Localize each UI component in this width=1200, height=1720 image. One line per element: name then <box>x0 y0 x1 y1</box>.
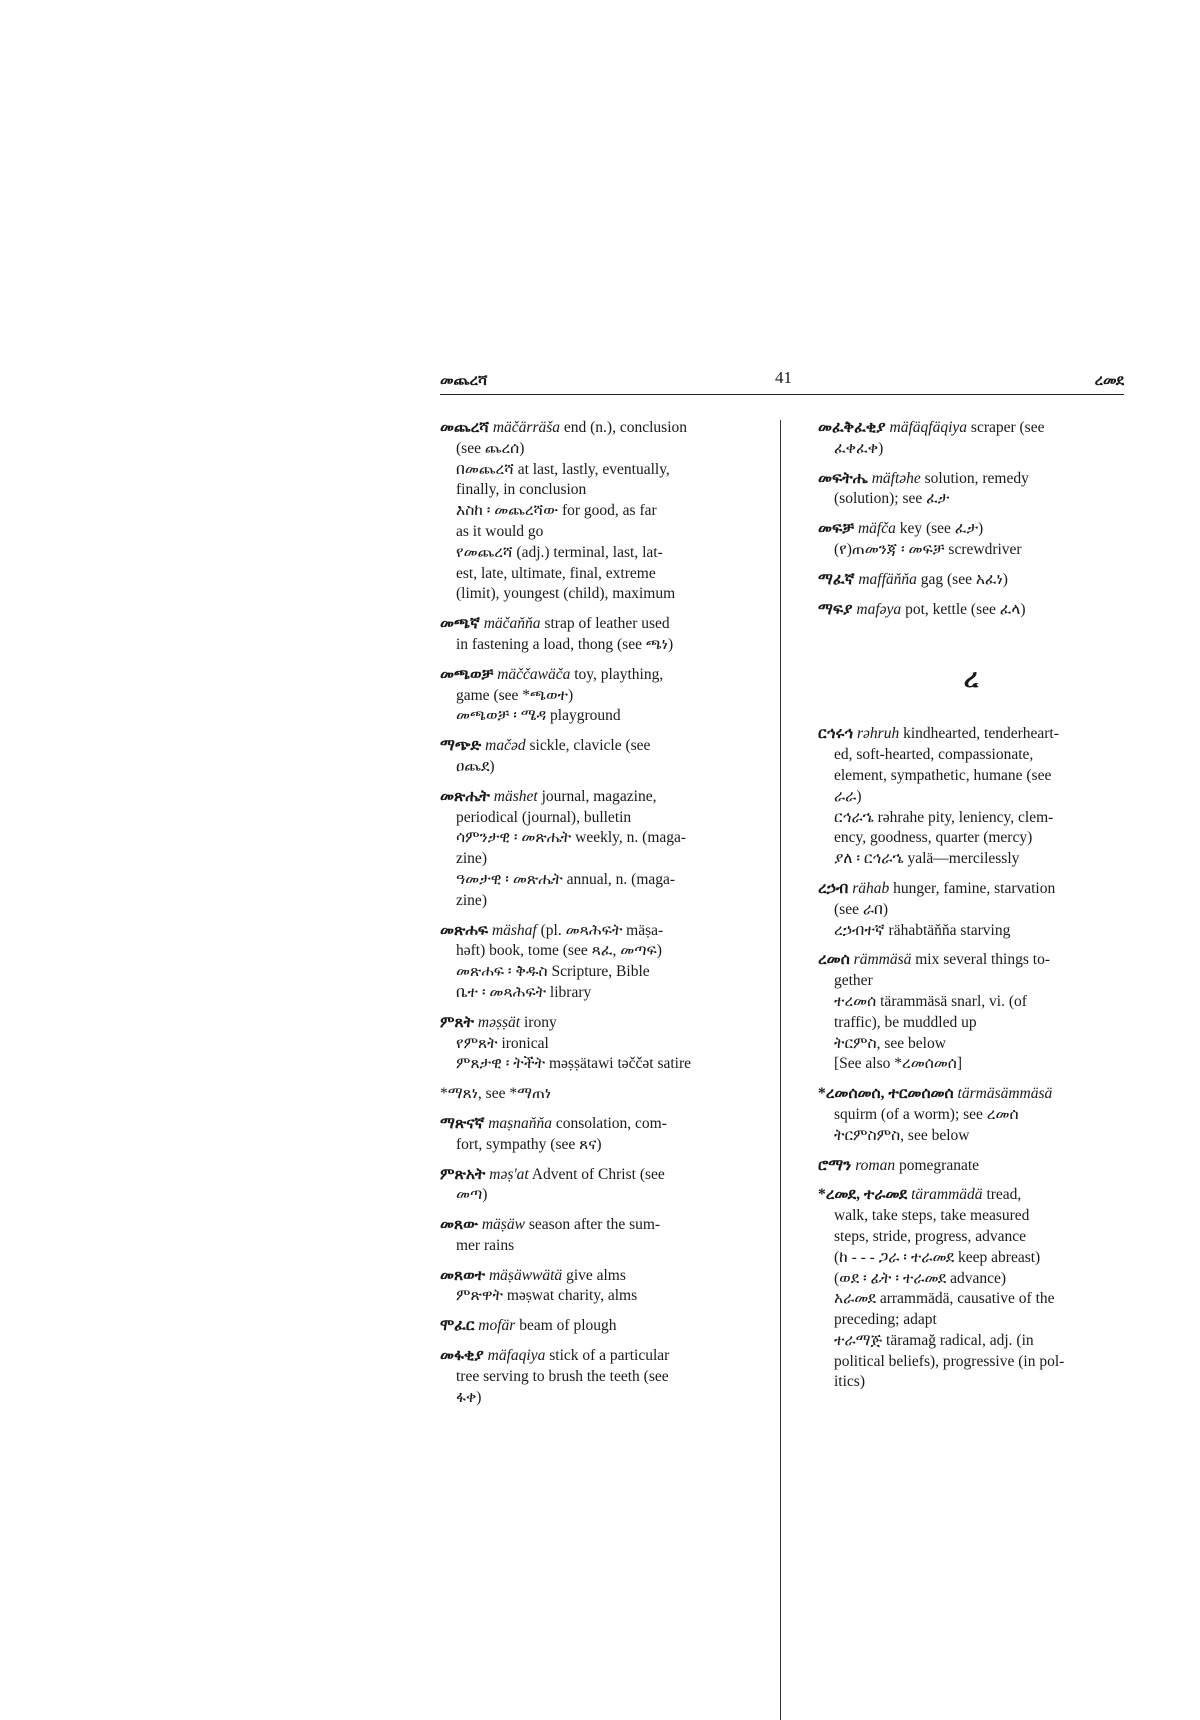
definition-text: kindhearted, tenderheart- <box>899 725 1059 743</box>
entry-line <box>440 522 744 543</box>
definition-text: (see ጨረሰ) <box>456 439 525 457</box>
entry-line <box>818 1105 1124 1126</box>
entry-line <box>440 736 744 757</box>
entry-line <box>440 418 744 439</box>
headword: መጸው <box>440 1216 478 1234</box>
headword: ርኅሩኅ <box>818 725 854 743</box>
entry-line <box>440 635 744 656</box>
dictionary-entry <box>440 614 744 656</box>
headword: ማጭድ <box>440 737 482 755</box>
entry-line <box>818 921 1124 942</box>
entry-line <box>440 849 744 870</box>
definition-text: beam of plough <box>515 1317 617 1335</box>
headword: መፍቻ <box>818 520 855 538</box>
dictionary-entry <box>440 736 744 778</box>
definition-text: መጣ) <box>456 1186 488 1204</box>
definition-text: season after the sum- <box>524 1216 661 1234</box>
entry-line <box>440 1034 744 1055</box>
entry-line <box>818 992 1124 1013</box>
definition-text: (ወደ ፡ ፊት ፡ ተራመደ advance) <box>834 1269 1007 1287</box>
transliteration: rəhruh <box>857 725 900 743</box>
headword: ምጽአት <box>440 1165 486 1183</box>
definition-text: pomegranate <box>895 1156 980 1174</box>
dictionary-entry <box>818 950 1124 1075</box>
entry-line <box>440 501 744 522</box>
dictionary-entry <box>818 879 1124 941</box>
definition-text: hunger, famine, starvation <box>889 879 1056 897</box>
entry-line <box>818 808 1124 829</box>
entry-line <box>818 1248 1124 1269</box>
dictionary-entry <box>818 469 1124 511</box>
dictionary-entry <box>440 1346 744 1408</box>
entry-line <box>818 1269 1124 1290</box>
entry-line <box>440 1316 744 1337</box>
entry-line <box>440 706 744 727</box>
definition-text: ፋቀ) <box>456 1388 482 1406</box>
definition-text: mer rains <box>456 1236 515 1254</box>
dictionary-entry <box>818 1185 1124 1393</box>
transliteration: mäččawäča <box>497 665 571 683</box>
definition-text: ራራ) <box>834 787 862 805</box>
left-column <box>440 418 744 1417</box>
dictionary-entry <box>818 1084 1124 1146</box>
transliteration: mafəya <box>856 600 902 618</box>
transliteration: rähab <box>852 879 890 897</box>
definition-text: ፈቀፈቀ) <box>834 439 884 457</box>
entry-line <box>440 891 744 912</box>
entry-line <box>818 787 1124 808</box>
definition-text: ያለ ፡ ርኅራኄ yalä—mercilessly <box>834 850 1020 868</box>
transliteration: mäfča <box>857 520 896 538</box>
definition-text: as it would go <box>456 522 544 540</box>
transliteration: mäshet <box>493 787 538 805</box>
entry-line <box>440 1165 744 1186</box>
definition-text: (see ራበ) <box>834 900 889 918</box>
headword: መፍትሔ <box>818 469 868 487</box>
entry-line <box>818 540 1124 561</box>
entry-line <box>818 1054 1124 1075</box>
definition-text: ተረመሰ tärammäsä snarl, vi. (of <box>834 992 1027 1010</box>
entry-line <box>440 787 744 808</box>
section-letter: ረ <box>963 664 979 694</box>
entry-line <box>818 1034 1124 1055</box>
definition-text: ረኃብተኛ rähabtäňňa starving <box>834 921 1011 939</box>
definition-text: key (see ፈታ) <box>895 520 984 538</box>
entry-line <box>818 570 1124 591</box>
column-divider <box>780 420 781 1720</box>
transliteration: mäčaňňa <box>483 615 541 633</box>
transliteration: məṣ'at <box>489 1165 529 1183</box>
entry-line <box>440 870 744 891</box>
entry-line <box>440 1286 744 1307</box>
headword: መፈቅፈቂያ <box>818 419 886 436</box>
definition-text: ዓመታዊ ፡ መጽሔት annual, n. (maga- <box>456 870 676 888</box>
entry-line <box>818 1126 1124 1147</box>
definition-text: gag (see አፈነ) <box>916 570 1008 588</box>
transliteration: tärammädä <box>911 1186 983 1204</box>
entry-line <box>440 564 744 585</box>
definition-text: traffic), be muddled up <box>834 1013 977 1031</box>
entry-line <box>440 1215 744 1236</box>
entry-line <box>818 1310 1124 1331</box>
entry-line <box>818 950 1124 971</box>
definition-text: መጫወቻ ፡ ሜዳ playground <box>456 707 621 725</box>
definition-text: periodical (journal), bulletin <box>456 808 632 826</box>
entry-line <box>440 1367 744 1388</box>
definition-text: tree serving to brush the teeth (see <box>456 1367 669 1385</box>
entry-line <box>818 1185 1124 1206</box>
headword: ረኃብ <box>818 879 849 897</box>
entry-line <box>440 1084 744 1105</box>
dictionary-entry <box>440 418 744 605</box>
entry-line <box>818 1372 1124 1393</box>
definition-text: tread, <box>982 1186 1022 1204</box>
definition-text: መጽሐፍ ፡ ቅዱስ Scripture, Bible <box>456 963 650 981</box>
entry-line <box>440 1346 744 1367</box>
entry-line <box>440 439 744 460</box>
dictionary-entry <box>440 1266 744 1308</box>
entry-line <box>818 1289 1124 1310</box>
entry-line <box>440 941 744 962</box>
entry-line <box>440 1185 744 1206</box>
definition-text: ሳምንታዊ ፡ መጽሔት weekly, n. (maga- <box>456 829 687 847</box>
definition-text: stick of a particular <box>545 1347 670 1365</box>
entry-line <box>818 1227 1124 1248</box>
dictionary-entry <box>440 787 744 912</box>
entry-line <box>818 900 1124 921</box>
definition-text: itics) <box>834 1373 865 1391</box>
definition-text: element, sympathetic, humane (see <box>834 766 1052 784</box>
transliteration: rämmäsä <box>853 951 912 969</box>
dictionary-entry <box>818 570 1124 591</box>
definition-text: sickle, clavicle (see <box>525 737 651 755</box>
entry-line <box>440 1054 744 1075</box>
definition-text: (solution); see ፈታ <box>834 490 950 508</box>
dictionary-entry <box>440 1215 744 1257</box>
definition-text: (ከ - - - ጋራ ፡ ተራመደ keep abreast) <box>834 1248 1041 1266</box>
dictionary-entry <box>818 418 1124 460</box>
dictionary-entry <box>440 921 744 1004</box>
headword: ማጽናኛ <box>440 1114 485 1132</box>
transliteration: mofär <box>478 1317 516 1335</box>
definition-text: game (see *ጫወተ) <box>456 686 574 704</box>
definition-text: የምጸት ironical <box>456 1034 549 1052</box>
definition-text: ተራማጅ täramağ radical, adj. (in <box>834 1331 1034 1349</box>
definition-text: በመጨረሻ at last, lastly, eventually, <box>456 460 670 478</box>
entry-line <box>818 469 1124 490</box>
headword: መጨረሻ <box>440 419 489 436</box>
definition-text: toy, plaything, <box>570 665 664 683</box>
entry-line <box>818 1156 1124 1177</box>
entry-line <box>818 1084 1124 1105</box>
entry-line <box>440 962 744 983</box>
transliteration: maffäňňa <box>858 570 917 588</box>
definition-text: walk, take steps, take measured <box>834 1207 1030 1225</box>
transliteration: roman <box>855 1156 896 1174</box>
entry-line <box>818 879 1124 900</box>
dictionary-entry <box>440 1084 744 1105</box>
transliteration: mäčärräša <box>492 419 561 436</box>
definition-text: pot, kettle (see ፈላ) <box>901 600 1026 618</box>
entry-line <box>440 1236 744 1257</box>
definition-text: gether <box>834 972 873 990</box>
entry-line <box>440 1135 744 1156</box>
headword: ማፍያ <box>818 600 853 618</box>
entry-line <box>818 1331 1124 1352</box>
entry-line <box>818 1352 1124 1373</box>
definition-text: solution, remedy <box>920 469 1029 487</box>
transliteration: maṣnaňňa <box>488 1114 552 1132</box>
entry-line <box>440 757 744 778</box>
entry-line <box>818 1013 1124 1034</box>
transliteration: mäfäqfäqiya <box>889 419 968 436</box>
definition-text: həft) book, tome (see ጻፈ, መጣፍ) <box>456 942 662 960</box>
entry-line <box>818 418 1124 439</box>
definition-text: አራመደ arrammädä, causative of the <box>834 1290 1055 1308</box>
headword: ሞፈር <box>440 1317 475 1335</box>
entry-line <box>818 600 1124 621</box>
entry-line <box>440 614 744 635</box>
entry-line <box>440 921 744 942</box>
right-column <box>818 418 1124 1402</box>
entry-line <box>440 1114 744 1135</box>
definition-text: ርኅራኄ rəhrahe pity, leniency, clem- <box>834 808 1054 826</box>
headword: መጽሐፍ <box>440 921 489 939</box>
headword: መጫኛ <box>440 615 480 633</box>
definition-text: journal, magazine, <box>537 787 657 805</box>
definition-text: zine) <box>456 891 487 909</box>
running-header <box>440 368 1124 395</box>
headword: ረመሰ <box>818 951 850 969</box>
entry-line <box>440 983 744 1004</box>
definition-text: scraper (see <box>967 419 1045 436</box>
definition-text: እስከ ፡ መጨረሻው for good, as far <box>456 502 657 520</box>
entry-line <box>440 686 744 707</box>
entry-line <box>440 665 744 686</box>
headword: *ረመሰመሰ, ተርመሰመሰ <box>818 1085 954 1103</box>
left-guide-word: መጨረሻ <box>440 373 488 389</box>
entry-line <box>818 489 1124 510</box>
definition-text: (የ)ጠመንጃ ፡ መፍቻ screwdriver <box>834 540 1022 558</box>
definition-text: consolation, com- <box>551 1114 667 1132</box>
dictionary-entry <box>818 1156 1124 1177</box>
headword: መጫወቻ <box>440 665 494 683</box>
entry-line <box>818 828 1124 849</box>
definition-text: [See also *ረመሰመሰ] <box>834 1055 963 1073</box>
headword: ሮማን <box>818 1156 852 1174</box>
transliteration: mäfaqiya <box>487 1347 546 1365</box>
page-number: 41 <box>775 368 792 387</box>
definition-text: steps, stride, progress, advance <box>834 1227 1026 1245</box>
definition-text: Advent of Christ (see <box>528 1165 665 1183</box>
definition-text: ዐጨደ) <box>456 757 495 775</box>
dictionary-entry <box>440 1114 744 1156</box>
entry-line <box>440 584 744 605</box>
dictionary-entry <box>818 724 1124 870</box>
definition-text: est, late, ultimate, final, extreme <box>456 564 656 582</box>
entry-line <box>440 1388 744 1409</box>
headword: መጸወተ <box>440 1266 486 1284</box>
dictionary-entry <box>440 1013 744 1075</box>
headword: መጽሔት <box>440 787 490 805</box>
entry-line <box>440 460 744 481</box>
entry-line <box>818 766 1124 787</box>
definition-text: *ማጸነ, see *ማጠነ <box>440 1085 552 1103</box>
transliteration: mäshaf <box>491 921 537 939</box>
definition-text: end (n.), conclusion <box>560 419 687 436</box>
definition-text: squirm (of a worm); see ረመሰ <box>834 1105 1019 1123</box>
entry-line <box>818 724 1124 745</box>
transliteration: mäftəhe <box>871 469 921 487</box>
headword: ምጸት <box>440 1013 475 1031</box>
entry-line <box>818 1206 1124 1227</box>
entry-line <box>440 1266 744 1287</box>
definition-text: (limit), youngest (child), maximum <box>456 585 676 603</box>
definition-text: strap of leather used <box>540 615 670 633</box>
entry-line <box>818 971 1124 992</box>
definition-text: ትርምስ, see below <box>834 1034 946 1052</box>
definition-text: preceding; adapt <box>834 1311 937 1329</box>
definition-text: political beliefs), progressive (in pol- <box>834 1352 1065 1370</box>
headword: መፋቂያ <box>440 1347 484 1365</box>
dictionary-entry <box>818 519 1124 561</box>
entry-line <box>440 1013 744 1034</box>
definition-text: zine) <box>456 850 487 868</box>
dictionary-entry <box>440 665 744 727</box>
headword: *ረመደ, ተራመደ <box>818 1186 908 1204</box>
definition-text: (pl. መጻሕፍት mäṣa- <box>536 921 664 939</box>
definition-text: ምጽዋት məṣwat charity, alms <box>456 1287 638 1305</box>
transliteration: mäṣäwwätä <box>488 1266 563 1284</box>
definition-text: ቤተ ፡ መጻሕፍት library <box>456 983 592 1001</box>
dictionary-entry <box>818 600 1124 621</box>
entry-line <box>440 808 744 829</box>
definition-text: fort, sympathy (see ጸና) <box>456 1135 602 1153</box>
transliteration: mäṣäw <box>481 1216 525 1234</box>
entry-line <box>440 828 744 849</box>
definition-text: finally, in conclusion <box>456 481 587 499</box>
entry-line <box>440 543 744 564</box>
definition-text: irony <box>520 1013 557 1031</box>
definition-text: mix several things to- <box>911 951 1050 969</box>
transliteration: tärmäsämmäsä <box>957 1085 1053 1103</box>
headword: ማፈኛ <box>818 570 855 588</box>
definition-text: ed, soft-hearted, compassionate, <box>834 746 1034 764</box>
entry-line <box>818 439 1124 460</box>
definition-text: ምጸታዊ ፡ ትችት məṣṣätawi təččət satire <box>456 1055 692 1073</box>
definition-text: የመጨረሻ (adj.) terminal, last, lat- <box>456 543 663 561</box>
dictionary-entry <box>440 1165 744 1207</box>
definition-text: ትርምስምስ, see below <box>834 1126 970 1144</box>
entry-line <box>818 745 1124 766</box>
definition-text: give alms <box>562 1266 626 1284</box>
entry-line <box>440 480 744 501</box>
dictionary-entry <box>440 1316 744 1337</box>
entry-line <box>818 849 1124 870</box>
definition-text: ency, goodness, quarter (mercy) <box>834 829 1033 847</box>
entry-line <box>818 519 1124 540</box>
definition-text: in fastening a load, thong (see ጫነ) <box>456 635 674 653</box>
transliteration: mačəd <box>485 737 526 755</box>
transliteration: məṣṣät <box>477 1013 521 1031</box>
right-guide-word: ረመደ <box>1094 373 1124 389</box>
